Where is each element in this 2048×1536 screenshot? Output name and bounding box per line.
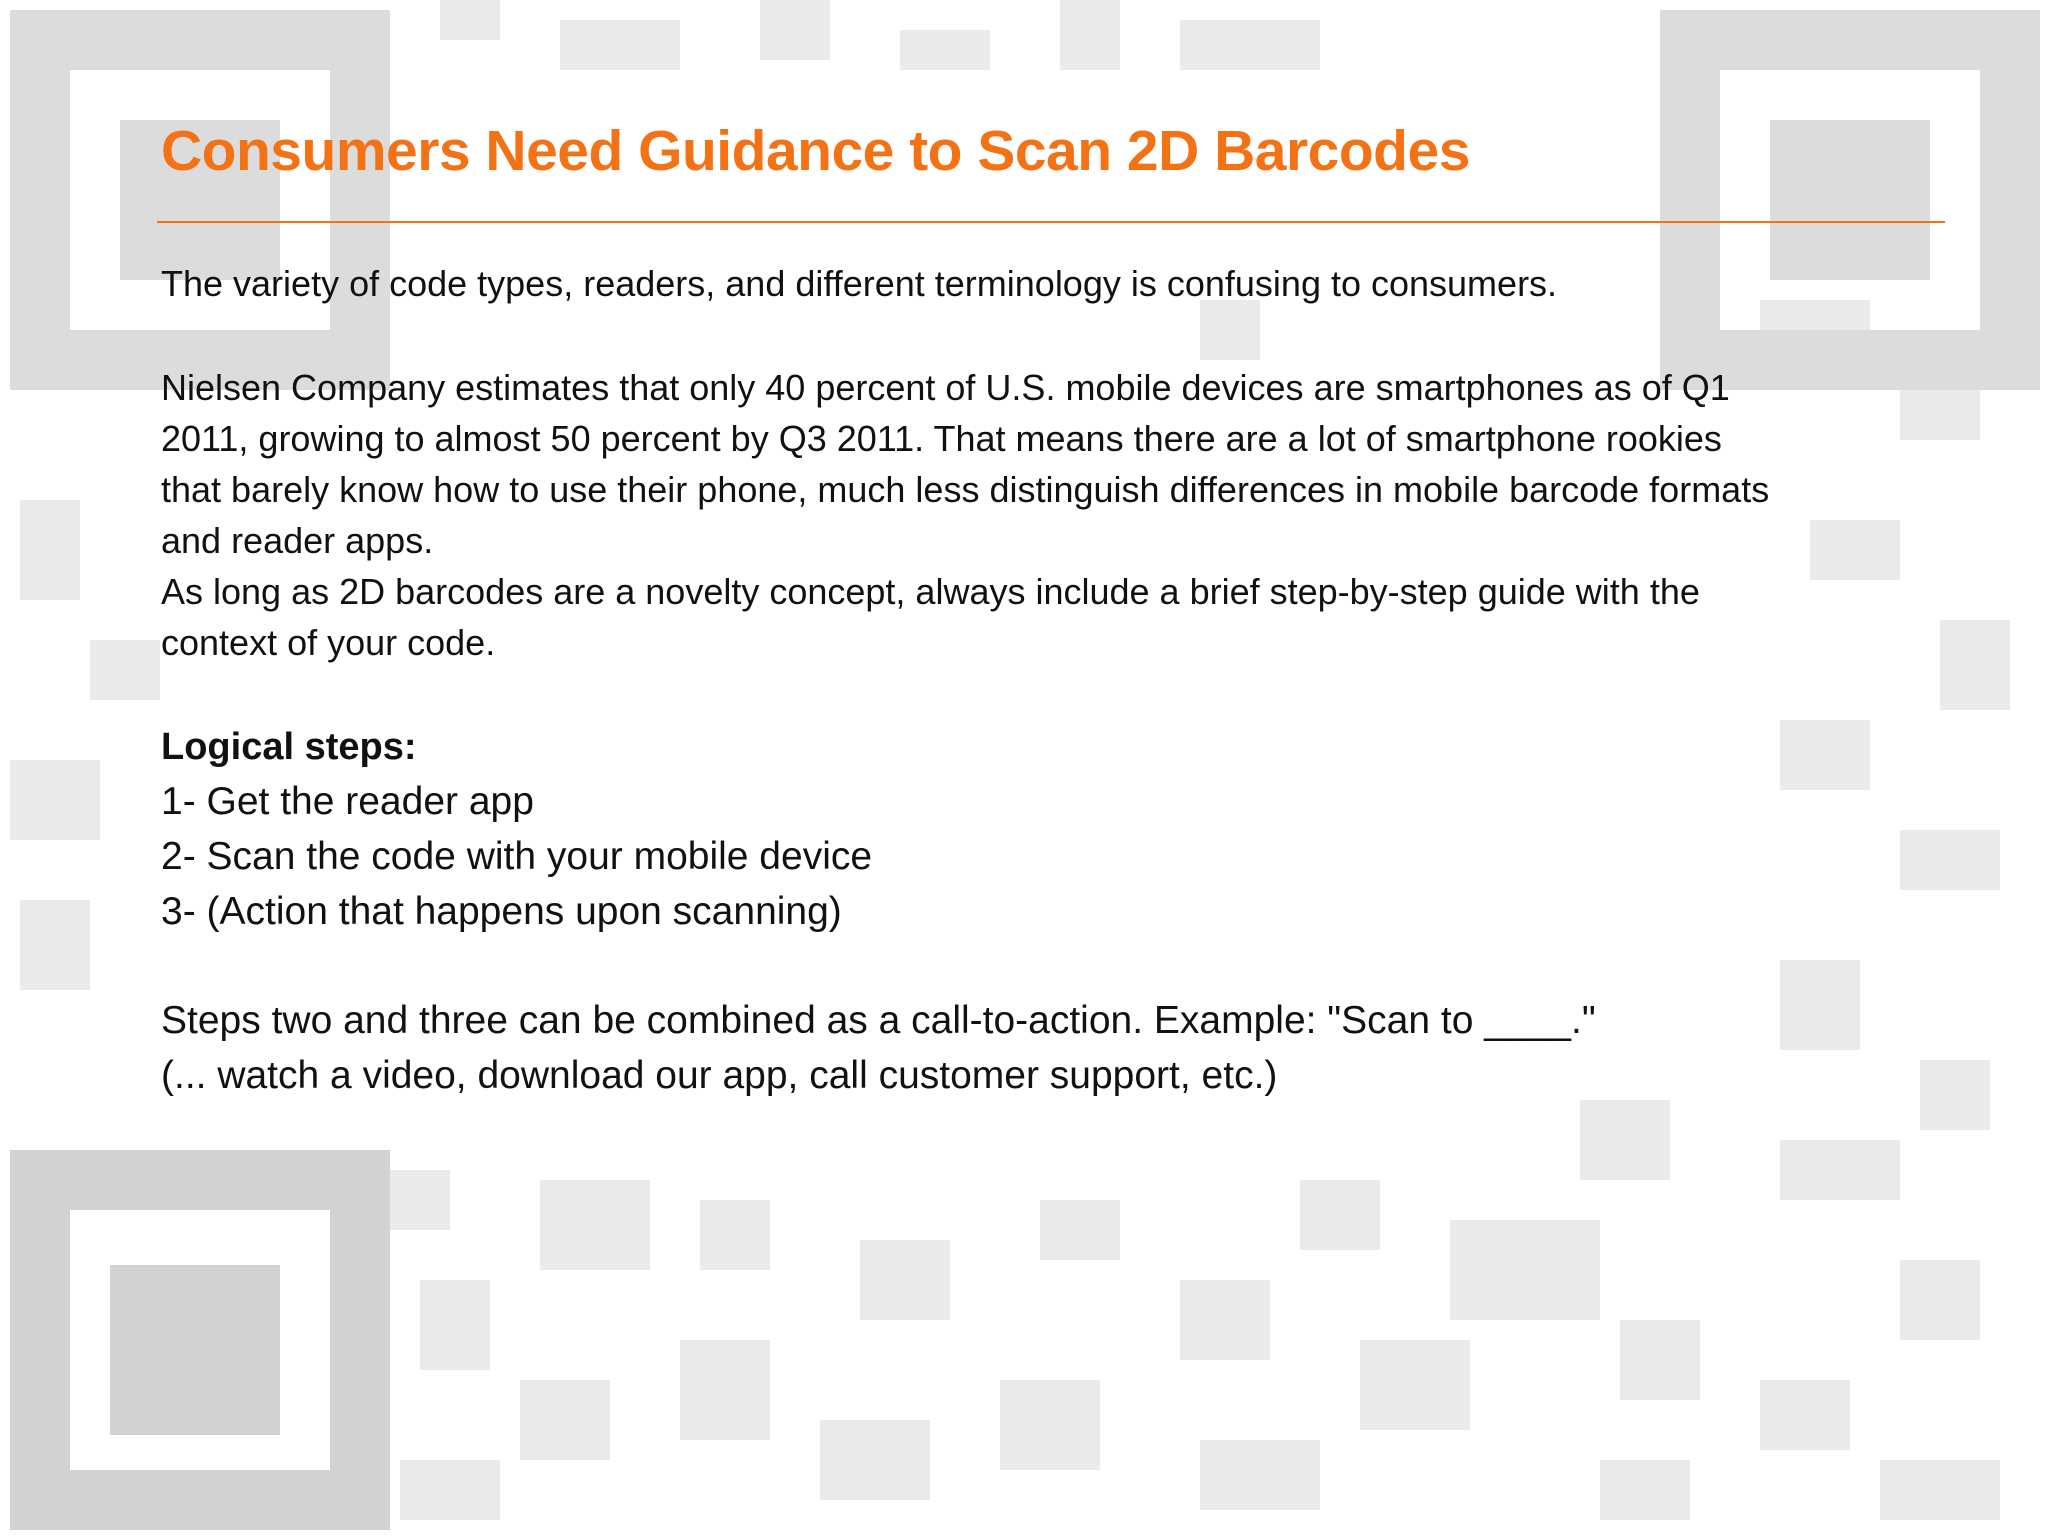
paragraph-line: (... watch a video, download our app, call customer support, etc.)	[161, 1054, 1278, 1097]
steps-heading: Logical steps:	[161, 726, 417, 768]
paragraph-line: Nielsen Company estimates that only 40 percent of U.S. mobile devices are smartphones as of Q1	[161, 367, 1730, 408]
paragraph-line: Steps two and three can be combined as a call-to-action. Example: "Scan to ____."	[161, 999, 1596, 1042]
step-item: 2- Scan the code with your mobile device	[161, 835, 873, 878]
paragraph-line: context of your code.	[161, 622, 496, 663]
intro-paragraph: The variety of code types, readers, and different terminology is confusing to consumers.	[161, 263, 1558, 304]
title-divider	[157, 221, 1945, 223]
slide-title: Consumers Need Guidance to Scan 2D Barcodes	[161, 119, 1470, 183]
step-item: 3- (Action that happens upon scanning)	[161, 890, 842, 933]
steps-list	[161, 774, 1951, 939]
paragraph-line: that barely know how to use their phone, much less distinguish differences in mobile barcode formats	[161, 469, 1770, 510]
nielsen-paragraph	[161, 362, 1951, 668]
paragraph-line: As long as 2D barcodes are a novelty concept, always include a brief step-by-step guide with the	[161, 571, 1700, 612]
call-to-action-paragraph	[161, 993, 1951, 1103]
paragraph-line: 2011, growing to almost 50 percent by Q3 2011. That means there are a lot of smartphone rookies	[161, 418, 1722, 459]
slide-body	[161, 258, 1951, 1103]
step-item: 1- Get the reader app	[161, 780, 534, 823]
paragraph-line: and reader apps.	[161, 520, 434, 561]
